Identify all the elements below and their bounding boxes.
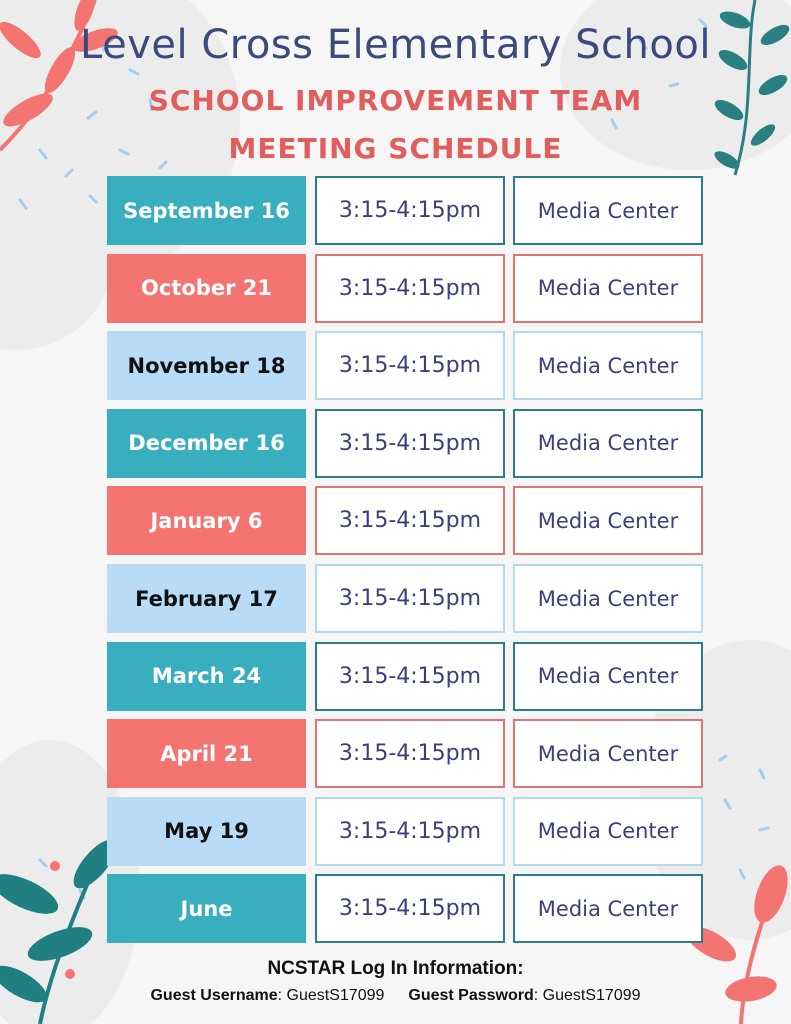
password-value: : GuestS17099 [533, 987, 641, 1004]
schedule-row [107, 564, 703, 633]
schedule-row [107, 874, 703, 943]
meeting-location: Media Center [513, 409, 703, 478]
meeting-date: June [107, 874, 306, 943]
schedule-row [107, 719, 703, 788]
schedule-row [107, 176, 703, 245]
meeting-time: 3:15-4:15pm [315, 254, 505, 323]
meeting-date: March 24 [107, 642, 306, 711]
ncstar-heading: NCSTAR Log In Information: [267, 958, 524, 979]
schedule-subtitle: MEETING SCHEDULE [228, 132, 563, 165]
meeting-date: December 16 [107, 409, 306, 478]
meeting-time: 3:15-4:15pm [315, 176, 505, 245]
schedule-row [107, 797, 703, 866]
schedule-row [107, 642, 703, 711]
meeting-date: November 18 [107, 331, 306, 400]
meeting-time: 3:15-4:15pm [315, 874, 505, 943]
schedule-row [107, 409, 703, 478]
username-label: Guest Username [150, 987, 278, 1004]
schedule-row [107, 254, 703, 323]
meeting-location: Media Center [513, 564, 703, 633]
school-title: Level Cross Elementary School [80, 22, 711, 68]
meeting-location: Media Center [513, 331, 703, 400]
team-subtitle: SCHOOL IMPROVEMENT TEAM [148, 84, 643, 117]
meeting-location: Media Center [513, 486, 703, 555]
meeting-date: April 21 [107, 719, 306, 788]
meeting-location: Media Center [513, 642, 703, 711]
meeting-location: Media Center [513, 797, 703, 866]
meeting-time: 3:15-4:15pm [315, 642, 505, 711]
meeting-date: February 17 [107, 564, 306, 633]
meeting-time: 3:15-4:15pm [315, 564, 505, 633]
meeting-date: May 19 [107, 797, 306, 866]
meeting-time: 3:15-4:15pm [315, 719, 505, 788]
meeting-date: September 16 [107, 176, 306, 245]
meeting-location: Media Center [513, 719, 703, 788]
meeting-date: October 21 [107, 254, 306, 323]
meeting-time: 3:15-4:15pm [315, 797, 505, 866]
schedule-row [107, 486, 703, 555]
meeting-date: January 6 [107, 486, 306, 555]
schedule-row [107, 331, 703, 400]
meeting-time: 3:15-4:15pm [315, 331, 505, 400]
username-value: : GuestS17099 [277, 987, 385, 1004]
meeting-time: 3:15-4:15pm [315, 409, 505, 478]
meeting-time: 3:15-4:15pm [315, 486, 505, 555]
meeting-location: Media Center [513, 176, 703, 245]
meeting-location: Media Center [513, 254, 703, 323]
password-label: Guest Password [408, 987, 534, 1004]
meeting-location: Media Center [513, 874, 703, 943]
ncstar-credentials [0, 987, 791, 1005]
